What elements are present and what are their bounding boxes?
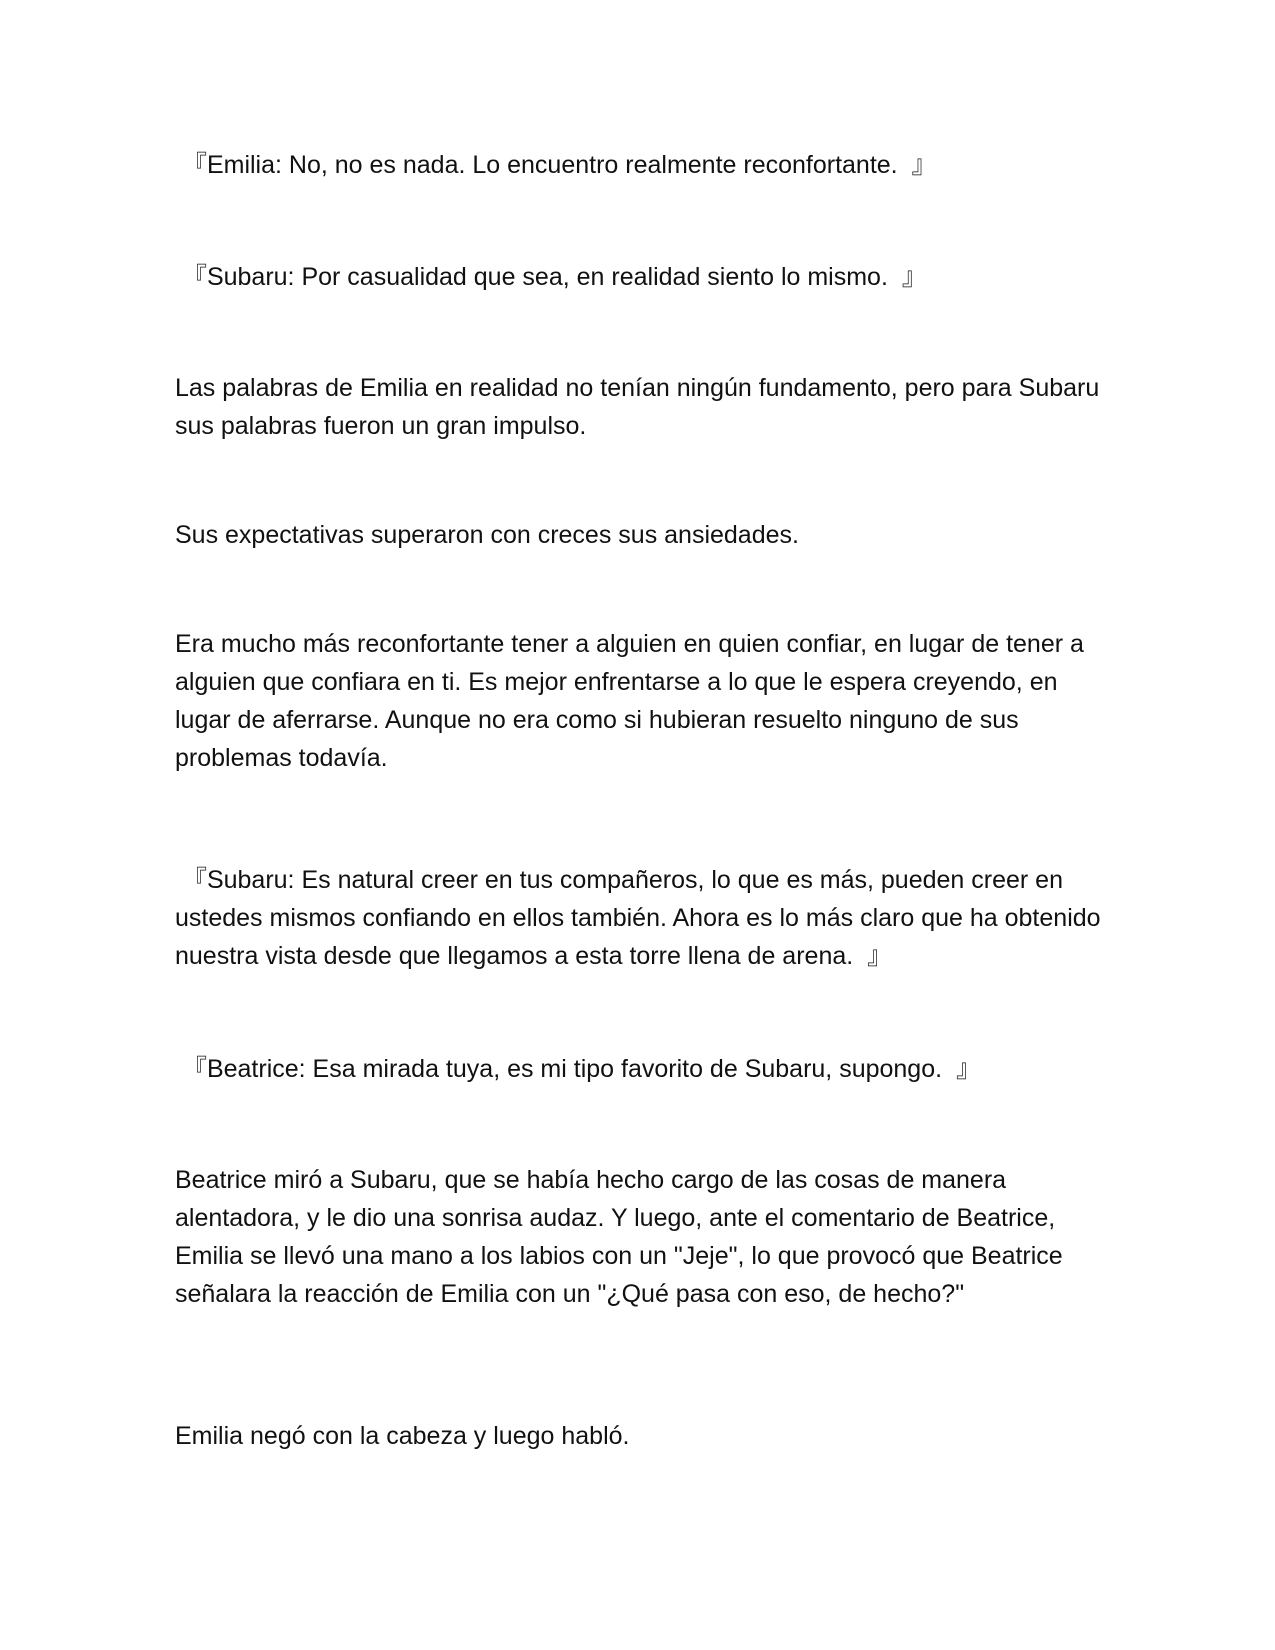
narration-beatrice-sonrisa: Beatrice miró a Subaru, que se había hecho cargo de las cosas de manera alentadora, y le dio una sonrisa audaz. Y luego, ante el comentario de Beatrice, Emilia se llevó una mano a los labios con un "Jeje", lo que provocó que Beatrice señalara la reacción de Emilia con un "¿Qué pasa con eso, de hecho?" bbox=[175, 1166, 1063, 1308]
narration-emilia-nego: Emilia negó con la cabeza y luego habló. bbox=[175, 1422, 630, 1450]
narration-palabras-de-emilia: Las palabras de Emilia en realidad no tenían ningún fundamento, pero para Subaru sus palabras fueron un gran impulso. bbox=[175, 374, 1100, 440]
dialogue-subaru-companeros: 『Subaru: Es natural creer en tus compañeros, lo que es más, pueden creer en ustedes mismos confiando en ellos también. Ahora es lo más claro que ha obtenido nuestra vista desde que llegamos a esta torre llena de arena. 』 bbox=[175, 866, 1101, 970]
narration-expectativas: Sus expectativas superaron con creces sus ansiedades. bbox=[175, 521, 799, 549]
dialogue-subaru-lo-mismo: 『Subaru: Por casualidad que sea, en realidad siento lo mismo. 』 bbox=[175, 263, 927, 291]
dialogue-beatrice-mirada: 『Beatrice: Esa mirada tuya, es mi tipo favorito de Subaru, supongo. 』 bbox=[175, 1055, 981, 1083]
dialogue-emilia-reconfortante: 『Emilia: No, no es nada. Lo encuentro realmente reconfortante. 』 bbox=[175, 151, 937, 179]
narration-confiar: Era mucho más reconfortante tener a alguien en quien confiar, en lugar de tener a alguien que confiara en ti. Es mejor enfrentarse a lo que le espera creyendo, en lugar de aferrarse. Aunque no era como si hubieran resuelto ninguno de sus problemas todavía. bbox=[175, 630, 1084, 772]
